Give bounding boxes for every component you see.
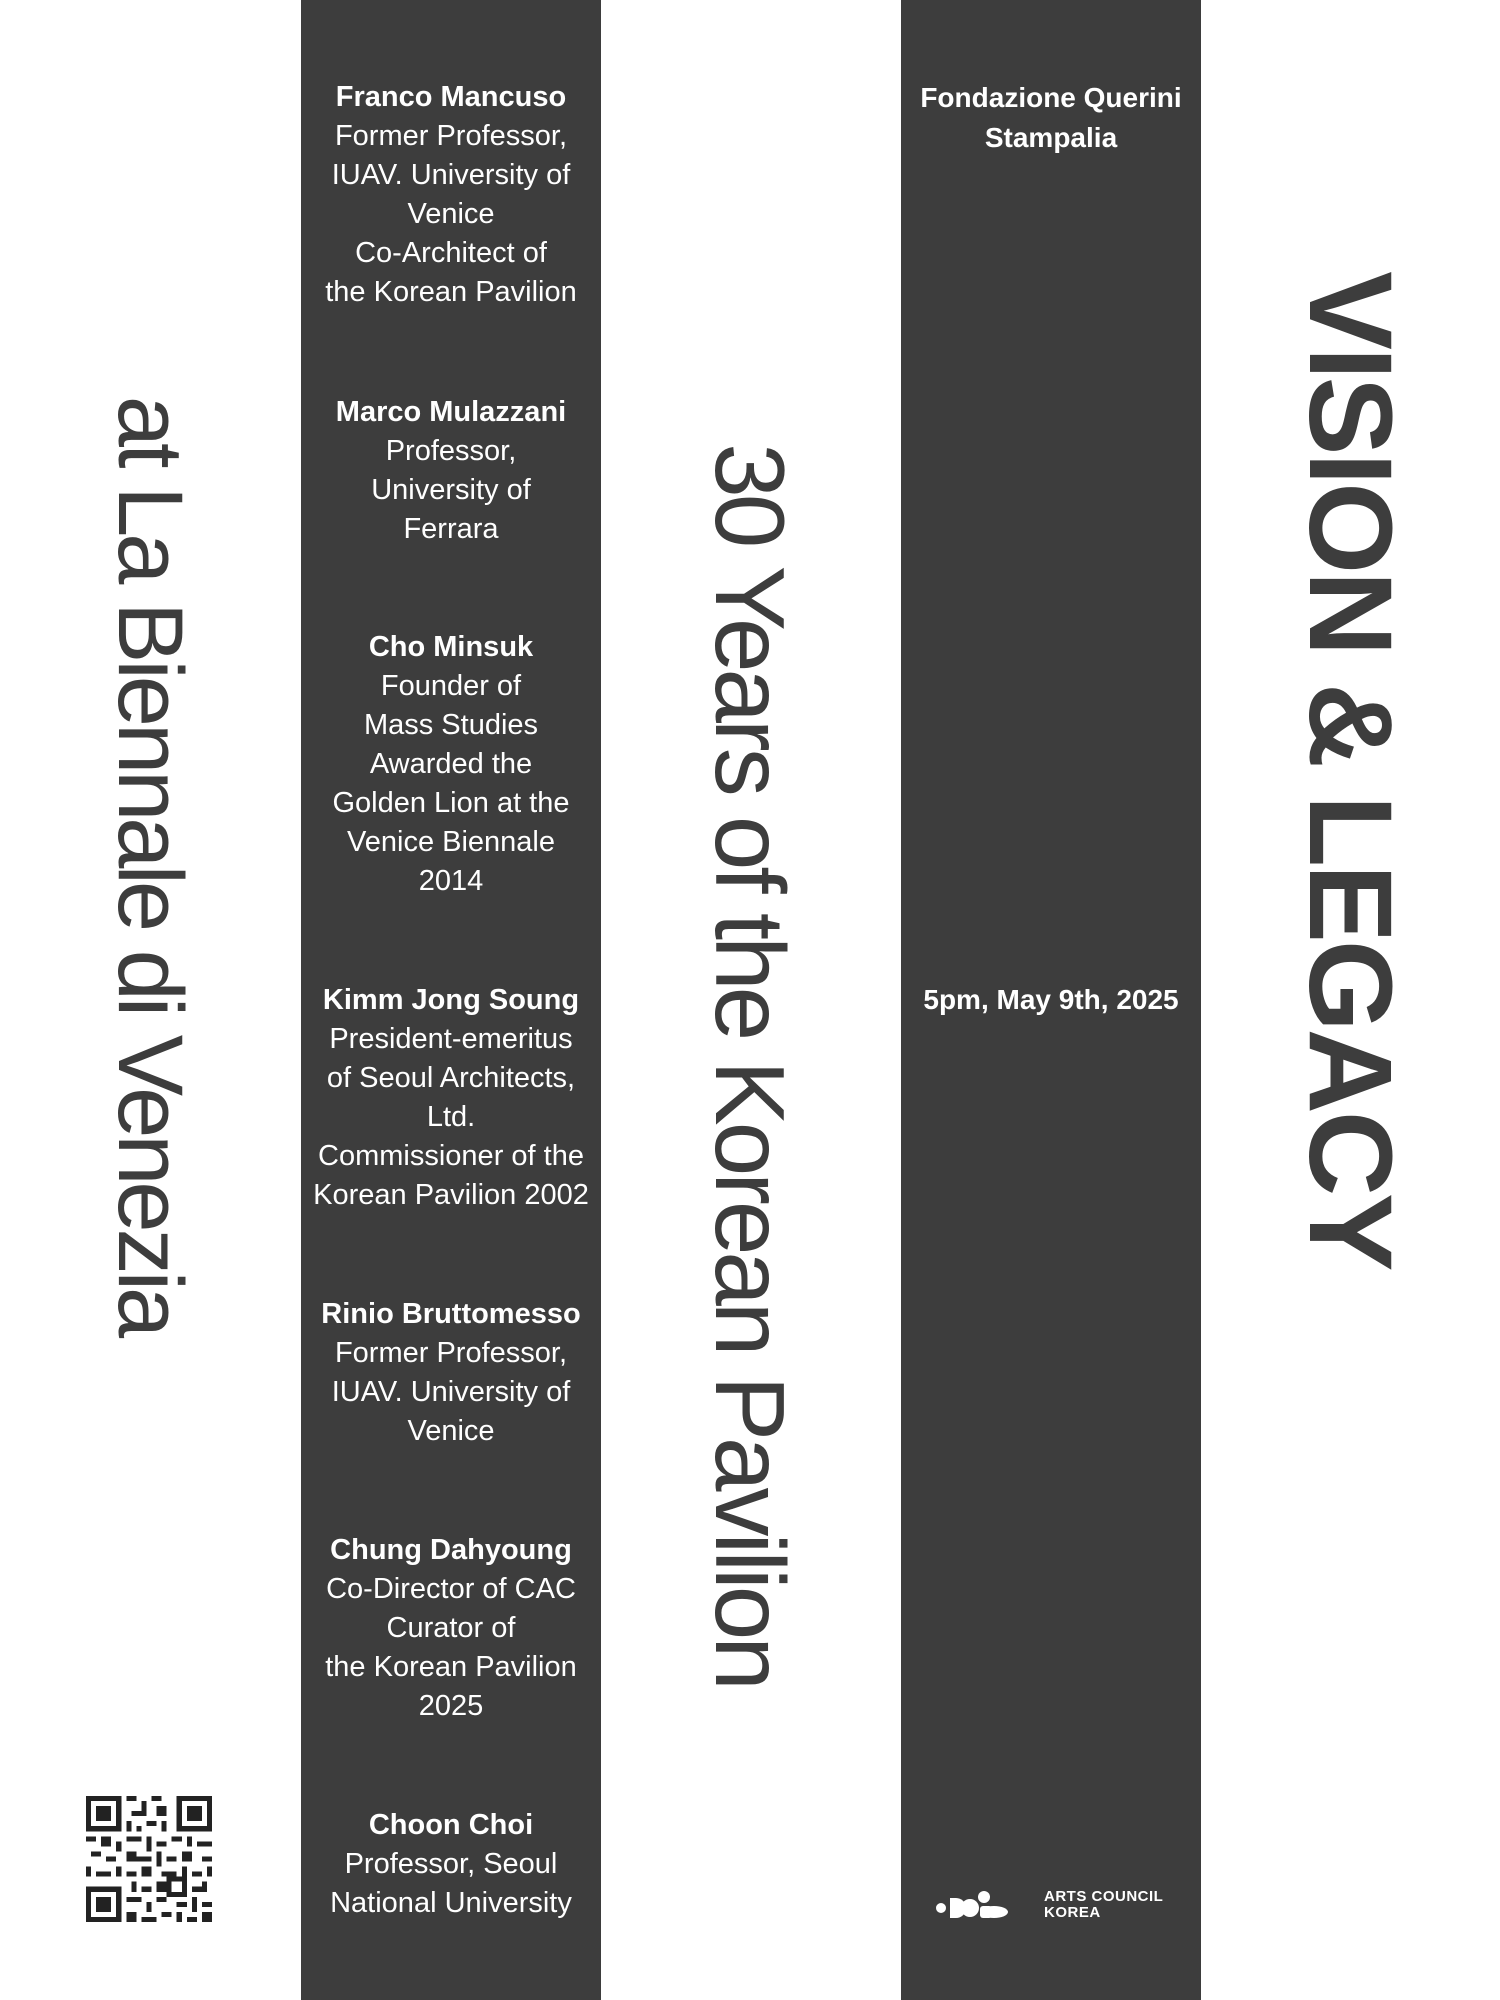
subtitle: 30 Years of the Korean Pavilion	[695, 443, 805, 1687]
venue-column	[0, 0, 300, 2000]
speaker-role: Founder of Mass Studies Awarded the Golden Lion at the Venice Biennale 2014	[332, 670, 570, 897]
logo-line-1: ARTS COUNCIL	[1044, 1888, 1164, 1905]
qr-code-icon[interactable]	[86, 1796, 212, 1922]
speaker-name: Kimm Jong Soung	[322, 984, 580, 1016]
arts-council-korea-wordmark	[1044, 1889, 1163, 1921]
speaker-role: Former Professor, IUAV. University of Venice Co-Architect of the Korean Pavilion	[325, 120, 577, 308]
speaker-block	[301, 1806, 601, 1923]
speaker-block	[301, 981, 601, 1215]
speaker-block	[301, 78, 601, 312]
speaker-role: Professor, Seoul National University	[330, 1848, 572, 1919]
event-datetime: 5pm, May 9th, 2025	[923, 984, 1179, 1015]
speaker-block	[301, 1531, 601, 1726]
logo-line-2: KOREA	[1044, 1904, 1101, 1921]
speaker-name: Marco Mulazzani	[335, 396, 567, 428]
speaker-name: Chung Dahyoung	[330, 1534, 572, 1566]
speaker-name: Cho Minsuk	[368, 631, 534, 663]
speaker-role: Professor, University of Ferrara	[371, 435, 531, 545]
speaker-name: Franco Mancuso	[335, 81, 567, 113]
venue-line: at La Biennale di Venezia	[99, 395, 201, 1335]
speaker-role: President-emeritus of Seoul Architects, Ltd. Commissioner of the Korean Pavilion 2002	[313, 1023, 589, 1211]
subtitle-column	[600, 0, 900, 2000]
speaker-name: Choon Choi	[368, 1809, 534, 1841]
speaker-role: Co-Director of CAC Curator of the Korean Pavilion 2025	[325, 1573, 577, 1722]
speaker-block	[301, 1295, 601, 1451]
title-column	[1200, 0, 1500, 2000]
speaker-role: Former Professor, IUAV. University of Venice	[331, 1337, 571, 1447]
page-title: VISION & LEGACY	[1284, 271, 1416, 1269]
speaker-block	[301, 393, 601, 549]
arts-council-korea-logo-mark	[932, 1885, 1037, 1925]
speaker-name: Rinio Bruttomesso	[321, 1298, 581, 1330]
arts-council-korea-logo	[932, 1885, 1172, 1925]
speaker-block	[301, 628, 601, 901]
location: Fondazione Querini Stampalia	[920, 82, 1182, 153]
